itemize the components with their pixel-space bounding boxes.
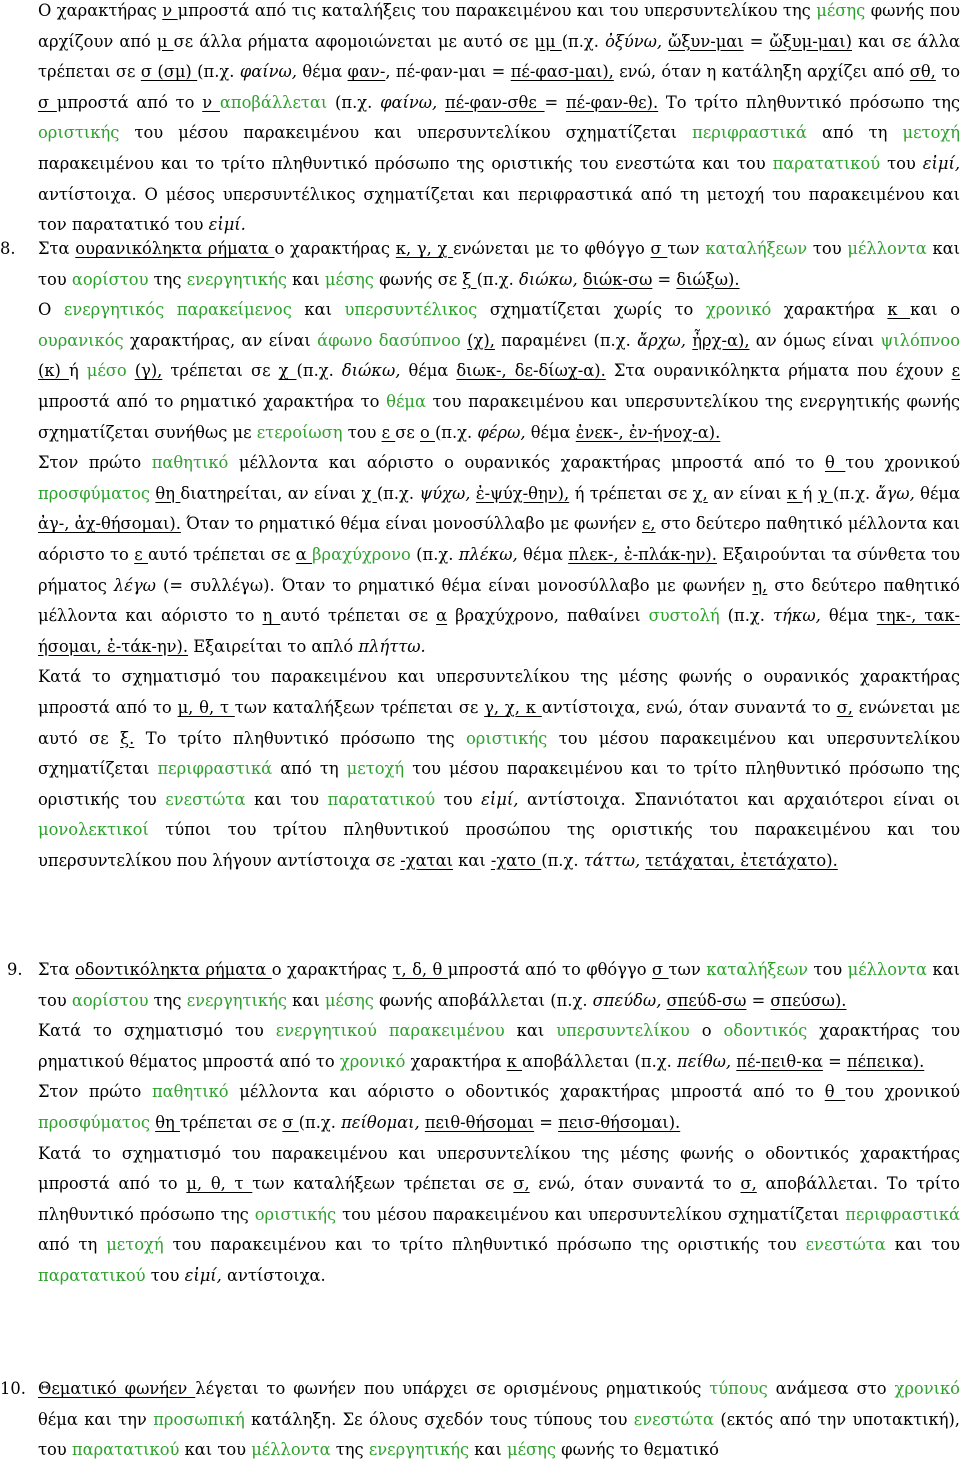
text-run: (= συλλέγω). Όταν το ρηματικό θέμα είναι μονοσύλλαβο με φωνήεν — [155, 575, 753, 595]
underlined-example: πειθ-θήσομαι — [424, 1112, 535, 1132]
underlined-example: ν — [202, 92, 220, 112]
glossary-term: μετοχή — [902, 123, 960, 143]
glossary-term: ενεργητικής — [368, 1440, 470, 1460]
italic-word: διώκω, — [519, 269, 578, 289]
text-run: φωνής που αρχίζουν από — [38, 1, 960, 51]
text-run: του — [145, 1265, 185, 1285]
underlined-example: η, — [752, 575, 768, 595]
text-run: ο χαρακτήρας — [271, 960, 393, 979]
glossary-term: οριστικής — [254, 1204, 337, 1224]
underlined-example: -χαται — [400, 850, 453, 870]
text-run: (π.χ. — [561, 31, 606, 51]
glossary-term: μέσης — [324, 269, 374, 289]
underlined-example: ο — [419, 422, 435, 442]
glossary-term: άφωνο δασύπνοο — [317, 330, 461, 350]
glossary-term: παρακείμενος — [176, 300, 292, 320]
glossary-term: καταλήξεων — [706, 960, 809, 979]
italic-word: λέγω — [113, 575, 156, 595]
glossary-term: αορίστου — [71, 269, 149, 289]
underlined-example: πέπεικα). — [846, 1051, 925, 1071]
glossary-term: χρονικό — [705, 300, 772, 320]
text-run: ενώνεται με αυτό σε — [38, 697, 960, 748]
text-run: θέμα — [296, 62, 348, 82]
underlined-example: πέ-φαν-σθε — [445, 92, 545, 112]
text-run: = — [822, 1051, 847, 1071]
underlined-example: σπεύσω). — [770, 990, 847, 1010]
text-run: Στον πρώτο — [38, 1082, 152, 1102]
underlined-example: χ — [361, 483, 377, 503]
text-run: και του — [179, 1440, 252, 1460]
text-run: των καταλήξεων τρέπεται σε — [234, 697, 485, 717]
glossary-term: παρατατικού — [772, 153, 881, 173]
italic-word: διώκω, — [341, 361, 401, 381]
text-run — [127, 361, 135, 380]
underlined-example: ε — [134, 544, 148, 564]
glossary-term: συστολή — [648, 606, 720, 626]
paragraph-text — [38, 1, 960, 234]
text-run: ενώνεται με το φθόγγο — [453, 239, 651, 258]
text-run: των καταλήξεων τρέπεται σε — [252, 1174, 514, 1194]
text-run: στο δεύτερο παθητικό μέλλοντα και αόριστο το — [38, 575, 960, 626]
text-run: παρακειμένου και το τρίτο πληθυντικό πρόσωπο της οριστικής του ενεστώτα και του — [38, 153, 773, 173]
underlined-example: χ — [278, 361, 297, 381]
glossary-term: οδοντικός — [723, 1021, 808, 1041]
underlined-example: α — [295, 544, 313, 564]
paragraph-text — [38, 1379, 960, 1459]
text-run: αν είναι — [707, 483, 787, 503]
text-run: του μέσου παρακειμένου και υπερσυντελίκου σχηματίζεται — [38, 728, 960, 779]
underlined-example: θη — [155, 1112, 180, 1132]
text-run: χαρακτήρα — [405, 1051, 507, 1071]
underlined-example: σθ, — [909, 62, 936, 82]
underlined-example: -χατο — [490, 850, 542, 870]
paragraph-number: 9. — [7, 960, 23, 979]
underlined-example: τετάχαται, ἐτετάχατο). — [645, 850, 838, 870]
text-run: ή — [68, 361, 87, 381]
glossary-term: ενεργητικής — [186, 269, 287, 289]
glossary-term: μέλλοντα — [847, 960, 927, 979]
underlined-example: ἐ-ψύχ-θην), — [475, 483, 570, 503]
underlined-example: σ — [651, 960, 669, 979]
paragraph-7-continuation — [38, 0, 960, 241]
text-run: του — [435, 789, 482, 809]
text-run: φωνής το θεματικό — [556, 1440, 719, 1460]
text-run: Στα ουρανικόληκτα ρήματα που έχουν — [605, 361, 952, 381]
underlined-example: σπεύδ-σω — [666, 990, 747, 1010]
text-run: του χρονικού — [845, 1082, 960, 1102]
underlined-example: (κ) — [38, 361, 69, 381]
glossary-term: μέσης — [816, 1, 866, 20]
text-run — [437, 93, 445, 112]
underlined-example: σ, — [740, 1174, 757, 1194]
glossary-term: καταλήξεων — [705, 239, 808, 258]
text-run: θέμα — [400, 361, 457, 381]
underlined-example: (χ), — [467, 330, 495, 350]
text-run: βραχύχρονο, παθαίνει — [447, 606, 649, 626]
glossary-term: προσωπική — [153, 1409, 245, 1429]
text-run: και — [291, 300, 345, 320]
underlined-example: κ — [887, 300, 911, 320]
glossary-term: υπερσυντέλικος — [344, 300, 478, 320]
text-run: του — [880, 153, 923, 173]
text-run: Κατά το σχηματισμό του — [38, 1021, 276, 1041]
italic-word: εἰμί. — [208, 215, 246, 235]
underlined-example: ἦρχ-α), — [692, 330, 750, 350]
paragraph-number: 8. — [0, 239, 16, 258]
text-run: = — [534, 1112, 559, 1132]
glossary-term: περιφραστικά — [845, 1204, 960, 1224]
glossary-term: μέλλοντα — [251, 1440, 331, 1460]
underlined-example: γ — [817, 483, 833, 503]
text-run: και του — [245, 789, 328, 809]
underlined-example: ἐνεκ-, ἐν-ήνοχ-α). — [575, 422, 721, 442]
glossary-term: παρατατικού — [71, 1440, 180, 1460]
text-run: του μέσου παρακειμένου και υπερσυντελίκου σχηματίζεται — [119, 123, 693, 143]
underlined-example: πεισ-θήσομαι). — [558, 1112, 681, 1132]
text-run: φωνής σε — [373, 269, 463, 289]
text-run: θέμα — [914, 483, 960, 503]
italic-word: εἰμί, — [922, 153, 960, 173]
glossary-term: ετεροίωση — [256, 422, 343, 442]
underlined-example: α — [436, 606, 448, 626]
text-run: Στα — [38, 960, 75, 979]
glossary-term: μετοχή — [346, 759, 405, 779]
underlined-example: ε, — [641, 514, 656, 534]
text-run: και του — [38, 960, 960, 1010]
italic-word: φέρω, — [477, 422, 526, 442]
italic-word: εἰμί, — [184, 1265, 222, 1285]
italic-word: σπεύδω, — [592, 990, 662, 1010]
glossary-term: ενεργητικής — [186, 990, 287, 1010]
glossary-term: χρονικό — [894, 1379, 960, 1398]
text-run: μέλλοντα και αόριστο ο ουρανικός χαρακτήρας μπροστά από το — [228, 453, 825, 473]
text-run: τύποι του τρίτου πληθυντικού προσώπου της οριστικής του παρακειμένου και του υπερσυντελίκου που λήγουν αντίστοιχα σε — [38, 820, 960, 870]
text-run: ο — [689, 1021, 724, 1041]
text-run: (π.χ. — [376, 483, 420, 503]
text-run: ή — [802, 483, 818, 503]
underlined-example: πέ-πειθ-κα — [736, 1051, 823, 1071]
text-run: του μέσου παρακειμένου και υπερσυντελίκου σχηματίζεται — [336, 1204, 846, 1224]
text-run: Στον πρώτο — [38, 453, 152, 473]
underlined-example: ξ — [462, 269, 477, 289]
text-run: αν όμως είναι — [749, 330, 881, 350]
underlined-example: Θεματικό φωνήεν — [38, 1379, 196, 1398]
text-run: από τη — [38, 1235, 107, 1255]
text-run: αποβάλλεται (π.χ. — [522, 1051, 677, 1071]
glossary-term: παρατατικού — [327, 789, 436, 809]
italic-word: εἰμί, — [481, 789, 519, 809]
paragraph-10 — [0, 1374, 960, 1466]
underlined-example: διώκ-σω — [582, 269, 653, 289]
underlined-example: κ — [506, 1051, 523, 1071]
underlined-example: μ — [156, 31, 174, 51]
italic-word: πείθομαι, — [341, 1112, 420, 1132]
underlined-example: ν — [162, 1, 178, 20]
underlined-example: σ — [650, 239, 668, 258]
glossary-term: περιφραστικά — [157, 759, 273, 779]
text-run: λέγεται το φωνήεν που υπάρχει σε ορισμένους ρηματικούς — [195, 1379, 710, 1398]
text-run: των — [667, 239, 706, 258]
glossary-term: τύπους — [709, 1379, 768, 1398]
glossary-term: ενεστώτα — [165, 789, 246, 809]
text-run: και σε άλλα τρέπεται σε — [38, 31, 960, 82]
text-run: Όταν το ρηματικό θέμα είναι μονοσύλλαβο με φωνήεν — [180, 514, 642, 534]
glossary-term: παθητικό — [151, 453, 229, 473]
underlined-example: μ, θ, τ — [186, 1174, 253, 1194]
text-run: και — [469, 1440, 507, 1460]
text-run: Εξαιρούνται τα σύνθετα του ρήματος — [38, 544, 960, 595]
italic-word: ἄγω, — [875, 483, 915, 503]
paragraph-text — [38, 960, 960, 1285]
text-run: διατηρείται, αν είναι — [180, 483, 362, 503]
glossary-term: ενεργητικός — [63, 300, 165, 320]
glossary-term: αποβάλλεται — [219, 92, 328, 112]
italic-word: τάττω, — [583, 850, 641, 870]
glossary-term: περιφραστικά — [692, 123, 807, 143]
text-run: και — [286, 990, 325, 1010]
underlined-example: πέ-φαν-θε). — [565, 92, 659, 112]
italic-word: πείθω, — [677, 1051, 732, 1071]
text-run: της — [148, 990, 187, 1010]
underlined-example: θ — [824, 1082, 846, 1102]
underlined-example: σ — [38, 92, 57, 112]
text-run: αυτό τρέπεται σε — [280, 606, 437, 626]
glossary-term: βραχύχρονο — [312, 544, 411, 564]
italic-word: πλέκω, — [458, 544, 518, 564]
text-run: χαρακτήρα — [771, 300, 888, 320]
text-run: κατάληξη. Σε όλους σχεδόν τους τύπους του — [244, 1409, 634, 1429]
text-run: και — [286, 269, 325, 289]
text-run: των — [668, 960, 707, 979]
underlined-example: διώξω). — [676, 269, 740, 289]
text-run: = — [743, 31, 770, 51]
text-run: ο χαρακτήρας — [274, 239, 396, 258]
glossary-term: υπερσυντελίκου — [556, 1021, 690, 1041]
text-run: ενώ, όταν συναντά το — [529, 1174, 741, 1194]
text-run: (π.χ. — [541, 850, 584, 870]
text-run: (π.χ. — [719, 606, 773, 626]
underlined-example: θη — [155, 483, 181, 503]
text-run: από τη — [806, 123, 903, 143]
text-run: από τη — [272, 759, 347, 779]
glossary-term: προσφύματος — [38, 1112, 150, 1132]
text-run: (π.χ. — [410, 544, 459, 564]
underlined-example: σ (σμ) — [140, 62, 198, 82]
text-run: (π.χ. — [197, 62, 240, 82]
glossary-term: μετοχή — [106, 1235, 164, 1255]
underlined-example: (γ), — [134, 361, 163, 381]
text-run: (π.χ. — [298, 1112, 342, 1132]
text-run: του μέσου παρακειμένου και το τρίτο πληθυντικό πρόσωπο της οριστικής του — [38, 759, 960, 809]
underlined-example: ὤξυν-μαι — [668, 31, 744, 51]
underlined-example: ε — [381, 422, 396, 442]
text-run: χαρακτήρας του ρηματικού θέματος μπροστά από το — [38, 1021, 960, 1071]
glossary-term: μέσης — [324, 990, 374, 1010]
underlined-example: ξ. — [120, 728, 135, 748]
text-run: Εξαιρείται το απλό — [188, 636, 359, 656]
underlined-example: φαν- — [347, 62, 386, 82]
text-run: και του — [885, 1235, 960, 1255]
text-run: μπροστά από το ρηματικό χαρακτήρα το — [38, 391, 387, 411]
text-run: και — [452, 850, 491, 870]
text-run: χαρακτήρας, αν είναι — [123, 330, 318, 350]
text-run: ενώ, όταν η κατάληξη αρχίζει από — [613, 62, 910, 82]
underlined-example: τ, δ, θ — [392, 960, 448, 979]
text-run: Ο — [38, 300, 64, 320]
glossary-term: ψιλόπνοο — [880, 330, 960, 350]
text-run: θέμα — [525, 422, 576, 442]
glossary-term: οριστικής — [465, 728, 548, 748]
text-run: μπροστά από το — [56, 92, 203, 112]
text-run: αντίστοιχα. Σπανιότατοι και αρχαιότεροι είναι οι — [518, 789, 960, 809]
text-run: της — [330, 1440, 369, 1460]
text-run: αποβάλλεται. Το τρίτο πληθυντικό πρόσωπο της — [38, 1174, 960, 1224]
text-run: του — [808, 960, 848, 979]
underlined-example: ὤξυμ-μαι) — [769, 31, 853, 51]
glossary-term: οριστικής — [38, 123, 120, 143]
glossary-term: μέσης — [506, 1440, 556, 1460]
paragraph-text — [38, 239, 960, 870]
text-run: μπροστά από τις καταλήξεις του παρακειμένου και του υπερσυντελίκου της — [177, 1, 817, 20]
text-run: του χρονικού — [845, 453, 960, 473]
glossary-term: ενεργητικού παρακειμένου — [275, 1021, 505, 1041]
text-run: του παρακειμένου και το τρίτο πληθυντικό πρόσωπο της οριστικής του — [163, 1235, 806, 1255]
underlined-example: ἀγ-, ἀχ-θήσομαι). — [38, 514, 181, 534]
italic-word: πλήττω. — [358, 636, 426, 656]
glossary-term: προσφύματος — [38, 483, 150, 503]
text-run: φωνής αποβάλλεται (π.χ. — [373, 990, 593, 1010]
text-run: σε άλλα ρήματα αφομοιώνεται με αυτό σε — [173, 31, 535, 51]
text-run: και ο — [910, 300, 960, 320]
paragraph-number: 10. — [0, 1379, 26, 1398]
text-run: θέμα — [517, 544, 569, 564]
italic-word: ψύχω, — [419, 483, 471, 503]
italic-word: τήκω, — [772, 606, 821, 626]
underlined-example: σ — [282, 1112, 299, 1132]
text-run: αυτό τρέπεται σε — [147, 544, 296, 564]
text-run: = — [544, 92, 566, 112]
text-run: , πέ-φαν-μαι = — [385, 62, 511, 82]
glossary-term: παθητικό — [151, 1082, 229, 1102]
text-run: και του — [38, 239, 960, 289]
underlined-example: κ — [786, 483, 803, 503]
text-run: αντίστοιχα. Ο μέσος υπερσυντέλικος σχηματίζεται και περιφραστικά από τη μετοχή του παρακειμένου και τον παρατατικό του — [38, 184, 960, 235]
text-run: τρέπεται σε — [162, 361, 279, 381]
glossary-term: μονολεκτικοί — [38, 820, 149, 840]
text-run: τρέπεται σε — [179, 1112, 283, 1132]
text-run: Κατά το σχηματισμό του παρακειμένου και υπερσυντελίκου της μέσης φωνής ο ουρανικός χαρακτήρας μπροστά από το — [38, 667, 960, 717]
paragraph-9 — [7, 955, 960, 1292]
text-run: θέμα — [820, 606, 877, 626]
text-run: σχηματίζεται χωρίς το — [477, 300, 706, 320]
glossary-term: θέμα — [386, 391, 426, 411]
text-run: σε — [395, 422, 420, 442]
text-run: Το τρίτο πληθυντικό πρόσωπο της — [134, 728, 466, 748]
text-run: του — [342, 422, 382, 442]
underlined-example: μμ — [534, 31, 562, 51]
underlined-example: χ, — [692, 483, 708, 503]
text-run: Το τρίτο πληθυντικό πρόσωπο της — [658, 92, 960, 112]
text-run: (π.χ. — [327, 92, 381, 112]
glossary-term: μέλλοντα — [847, 239, 927, 258]
text-run: Κατά το σχηματισμό του παρακειμένου και υπερσυντελίκου της μέσης φωνής ο οδοντικός χαρακτήρας μπροστά από το — [38, 1143, 960, 1194]
text-run — [164, 300, 177, 319]
text-run: ή τρέπεται σε — [569, 483, 693, 503]
underlined-example: πέ-φασ-μαι), — [510, 62, 614, 82]
text-run: μπροστά από το φθόγγο — [447, 960, 652, 979]
text-run: παραμένει (π.χ. — [494, 330, 638, 350]
italic-word: φαίνω, — [380, 92, 438, 112]
text-run: και — [504, 1021, 557, 1041]
text-run: Ο χαρακτήρας — [38, 1, 163, 20]
text-run: του παρακειμένου και υπερσυντελίκου της ενεργητικής φωνής σχηματίζεται συνήθως με — [38, 391, 960, 442]
italic-word: ἄρχω, — [637, 330, 686, 350]
text-run: (π.χ. — [476, 269, 520, 289]
text-run: της — [148, 269, 187, 289]
text-run: του — [807, 239, 848, 258]
glossary-term: μέσο — [86, 361, 127, 381]
paragraph-8 — [0, 234, 960, 876]
underlined-example: θ — [824, 453, 846, 473]
underlined-example: ουρανικόληκτα ρήματα — [75, 239, 275, 258]
text-run: = — [652, 269, 677, 289]
italic-word: φαίνω, — [239, 62, 297, 82]
underlined-example: σ, — [513, 1174, 530, 1194]
underlined-example: οδοντικόληκτα ρήματα — [74, 960, 272, 979]
text-run: το — [935, 62, 960, 82]
underlined-example: κ, γ, χ — [395, 239, 454, 258]
text-run: μέλλοντα και αόριστο ο οδοντικός χαρακτήρας μπροστά από το — [228, 1082, 825, 1102]
text-run: ανάμεσα στο — [767, 1379, 895, 1398]
glossary-term: ενεστώτα — [633, 1409, 714, 1429]
underlined-example: σ, — [836, 697, 853, 717]
text-run: (π.χ. — [832, 483, 876, 503]
text-run: (π.χ. — [434, 422, 478, 442]
underlined-example: μ, θ, τ — [177, 697, 235, 717]
text-run: στο δεύτερο παθητικό μέλλοντα και αόριστο το — [38, 514, 960, 564]
text-run: (εκτός από την υποτακτική), του — [38, 1409, 960, 1460]
underlined-example: η — [262, 606, 281, 626]
italic-word: ὀξύνω, — [605, 31, 669, 51]
glossary-term: αορίστου — [71, 990, 149, 1010]
text-run: = — [746, 990, 771, 1010]
glossary-term: χρονικό — [339, 1051, 406, 1071]
underlined-example: ε — [951, 361, 960, 381]
glossary-term: ενεστώτα — [805, 1235, 886, 1255]
text-run: θέμα και την — [38, 1409, 154, 1429]
glossary-term: παρατατικού — [38, 1265, 146, 1285]
text-run: αντίστοιχα, ενώ, όταν συναντά το — [541, 697, 837, 717]
underlined-example: διωκ-, δε-δίωχ-α). — [456, 361, 606, 381]
glossary-term: ουρανικός — [38, 330, 124, 350]
underlined-example: γ, χ, κ — [484, 697, 542, 717]
underlined-example: τηκ-, τακ-ήσομαι, ἐ-τάκ-ην). — [38, 606, 960, 656]
text-run: (π.χ. — [296, 361, 342, 381]
underlined-example: πλεκ-, ἐ-πλάκ-ην). — [568, 544, 717, 564]
text-run: αντίστοιχα. — [221, 1265, 326, 1285]
text-run: Στα — [38, 239, 76, 258]
